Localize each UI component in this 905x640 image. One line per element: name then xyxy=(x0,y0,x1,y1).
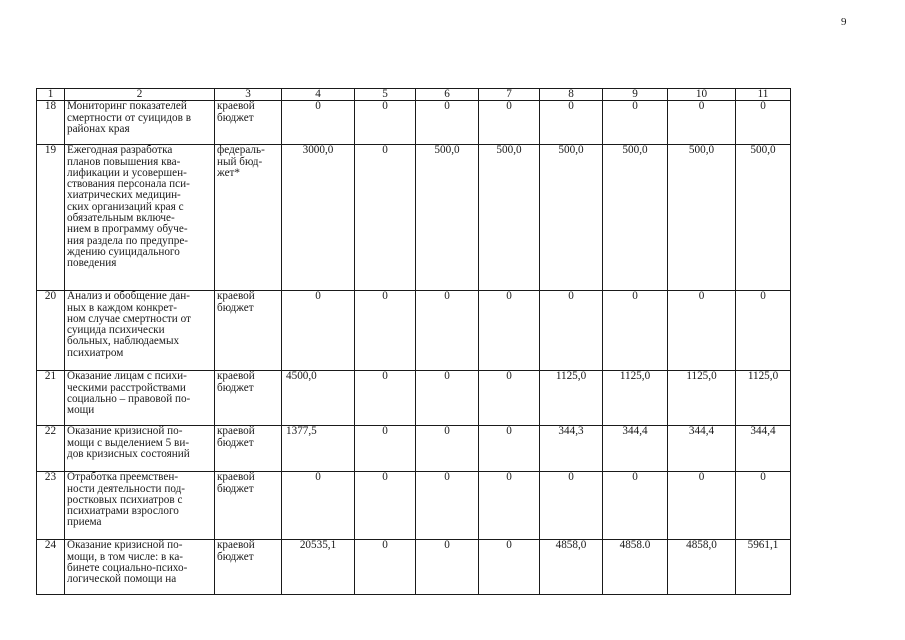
value-cell: 0 xyxy=(540,101,603,145)
funding-source xyxy=(215,472,282,540)
description-line: суицида психически xyxy=(67,324,165,337)
column-header: 8 xyxy=(540,89,603,101)
funding-source xyxy=(215,291,282,371)
table-row xyxy=(37,291,791,371)
value-cell: 344,3 xyxy=(540,426,603,472)
value-cell: 5961,1 xyxy=(736,540,791,595)
source-line: бюджет xyxy=(217,301,254,314)
column-header: 3 xyxy=(215,89,282,101)
value-cell: 0 xyxy=(736,291,791,371)
value-cell: 0 xyxy=(479,540,540,595)
value-cell: 0 xyxy=(416,101,479,145)
funding-source xyxy=(215,101,282,145)
description-line: Оказание лицам с психи- xyxy=(67,370,187,383)
description-line: ствования персонала пси- xyxy=(67,178,190,191)
description-line: мощи, в том числе: в ка- xyxy=(67,550,184,563)
value-cell: 0 xyxy=(416,426,479,472)
source-line: краевой xyxy=(217,370,255,383)
measure-description xyxy=(65,101,215,145)
value-cell: 4858,0 xyxy=(668,540,736,595)
description-line: нием в программу обуче- xyxy=(67,223,188,236)
description-line: ния раздела по предупре- xyxy=(67,234,189,247)
description-line: Мониторинг показателей xyxy=(67,100,187,113)
value-cell: 500,0 xyxy=(603,145,668,291)
description-line: ческими расстройствами xyxy=(67,381,186,394)
source-line: краевой xyxy=(217,290,255,303)
column-header: 10 xyxy=(668,89,736,101)
description-line: ждению суицидального xyxy=(67,245,180,258)
description-line: ности деятельности под- xyxy=(67,482,186,495)
row-number: 19 xyxy=(37,145,65,291)
value-cell: 0 xyxy=(540,472,603,540)
description-line: ростковых психиатров с xyxy=(67,493,183,506)
measure-description xyxy=(65,371,215,426)
description-line: мощи с выделением 5 ви- xyxy=(67,436,190,449)
value-cell: 0 xyxy=(540,291,603,371)
value-cell: 0 xyxy=(479,291,540,371)
source-line: бюджет xyxy=(217,381,254,394)
description-line: смертности от суицидов в xyxy=(67,111,191,124)
source-line: бюджет xyxy=(217,111,254,124)
value-cell: 0 xyxy=(282,101,355,145)
measure-description xyxy=(65,291,215,371)
value-cell: 0 xyxy=(479,371,540,426)
value-cell: 344,4 xyxy=(736,426,791,472)
funding-source xyxy=(215,145,282,291)
measure-description xyxy=(65,145,215,291)
value-cell: 0 xyxy=(416,291,479,371)
row-number: 21 xyxy=(37,371,65,426)
measure-description xyxy=(65,540,215,595)
description-line: социально – правовой по- xyxy=(67,392,191,405)
column-header: 4 xyxy=(282,89,355,101)
table-row xyxy=(37,371,791,426)
column-header: 5 xyxy=(355,89,416,101)
value-cell: 20535,1 xyxy=(282,540,355,595)
source-line: жет* xyxy=(217,166,241,179)
value-cell: 0 xyxy=(668,101,736,145)
value-cell: 0 xyxy=(668,472,736,540)
table-row xyxy=(37,145,791,291)
value-cell: 1125,0 xyxy=(736,371,791,426)
source-line: бюджет xyxy=(217,436,254,449)
value-cell: 4858.0 xyxy=(603,540,668,595)
value-cell: 0 xyxy=(668,291,736,371)
value-cell: 500,0 xyxy=(479,145,540,291)
description-line: планов повышения ква- xyxy=(67,155,181,168)
row-number: 24 xyxy=(37,540,65,595)
description-line: ских организаций края с xyxy=(67,200,184,213)
description-line: психиатрами взрослого xyxy=(67,505,179,518)
value-cell: 3000,0 xyxy=(282,145,355,291)
column-header: 7 xyxy=(479,89,540,101)
description-line: обязательным включе- xyxy=(67,212,175,225)
value-cell: 4500,0 xyxy=(282,371,355,426)
value-cell: 0 xyxy=(416,371,479,426)
description-line: лификации и усовершен- xyxy=(67,166,187,179)
source-line: краевой xyxy=(217,539,255,552)
description-line: Отработка преемствен- xyxy=(67,471,179,484)
value-cell: 0 xyxy=(479,472,540,540)
source-line: бюджет xyxy=(217,482,254,495)
value-cell: 0 xyxy=(479,426,540,472)
description-line: психиатром xyxy=(67,346,124,359)
value-cell: 0 xyxy=(355,472,416,540)
description-line: мощи xyxy=(67,404,95,417)
value-cell: 1377,5 xyxy=(282,426,355,472)
description-line: хиатрических медицин- xyxy=(67,189,181,202)
value-cell: 0 xyxy=(416,540,479,595)
description-line: ном случае смертности от xyxy=(67,312,191,325)
value-cell: 500,0 xyxy=(668,145,736,291)
value-cell: 0 xyxy=(355,540,416,595)
source-line: бюджет xyxy=(217,550,254,563)
row-number: 20 xyxy=(37,291,65,371)
source-line: краевой xyxy=(217,471,255,484)
page-number: 9 xyxy=(841,16,847,28)
value-cell: 4858,0 xyxy=(540,540,603,595)
value-cell: 344,4 xyxy=(668,426,736,472)
row-number: 23 xyxy=(37,472,65,540)
column-header: 2 xyxy=(65,89,215,101)
measure-description xyxy=(65,472,215,540)
value-cell: 344,4 xyxy=(603,426,668,472)
value-cell: 0 xyxy=(479,101,540,145)
column-header: 1 xyxy=(37,89,65,101)
row-number: 22 xyxy=(37,426,65,472)
description-line: поведения xyxy=(67,257,117,270)
table-row xyxy=(37,426,791,472)
value-cell: 0 xyxy=(355,291,416,371)
description-line: Оказание кризисной по- xyxy=(67,425,183,438)
table-row xyxy=(37,472,791,540)
value-cell: 0 xyxy=(736,101,791,145)
value-cell: 0 xyxy=(603,101,668,145)
funding-source xyxy=(215,426,282,472)
description-line: логической помощи на xyxy=(67,573,177,586)
source-line: ный бюд- xyxy=(217,155,263,168)
table-row xyxy=(37,101,791,145)
description-line: больных, наблюдаемых xyxy=(67,335,180,348)
value-cell: 1125,0 xyxy=(603,371,668,426)
description-line: районах края xyxy=(67,122,130,135)
source-line: краевой xyxy=(217,425,255,438)
value-cell: 1125,0 xyxy=(668,371,736,426)
measure-description xyxy=(65,426,215,472)
value-cell: 0 xyxy=(603,472,668,540)
description-line: ных в каждом конкрет- xyxy=(67,301,177,314)
description-line: бинете социально-психо- xyxy=(67,561,188,574)
value-cell: 0 xyxy=(736,472,791,540)
value-cell: 0 xyxy=(355,145,416,291)
row-number: 18 xyxy=(37,101,65,145)
header-row xyxy=(37,89,791,101)
value-cell: 0 xyxy=(355,101,416,145)
column-header: 11 xyxy=(736,89,791,101)
budget-table xyxy=(36,88,791,595)
funding-source xyxy=(215,540,282,595)
value-cell: 0 xyxy=(416,472,479,540)
value-cell: 500,0 xyxy=(540,145,603,291)
funding-source xyxy=(215,371,282,426)
description-line: дов кризисных состояний xyxy=(67,447,190,460)
value-cell: 0 xyxy=(355,426,416,472)
value-cell: 500,0 xyxy=(736,145,791,291)
value-cell: 500,0 xyxy=(416,145,479,291)
description-line: Оказание кризисной по- xyxy=(67,539,183,552)
source-line: федераль- xyxy=(217,144,265,157)
value-cell: 0 xyxy=(282,472,355,540)
value-cell: 0 xyxy=(282,291,355,371)
description-line: Ежегодная разработка xyxy=(67,144,173,157)
value-cell: 0 xyxy=(355,371,416,426)
value-cell: 1125,0 xyxy=(540,371,603,426)
source-line: краевой xyxy=(217,100,255,113)
column-header: 9 xyxy=(603,89,668,101)
value-cell: 0 xyxy=(603,291,668,371)
table-row xyxy=(37,540,791,595)
column-header: 6 xyxy=(416,89,479,101)
description-line: Анализ и обобщение дан- xyxy=(67,290,190,303)
description-line: приема xyxy=(67,516,102,529)
